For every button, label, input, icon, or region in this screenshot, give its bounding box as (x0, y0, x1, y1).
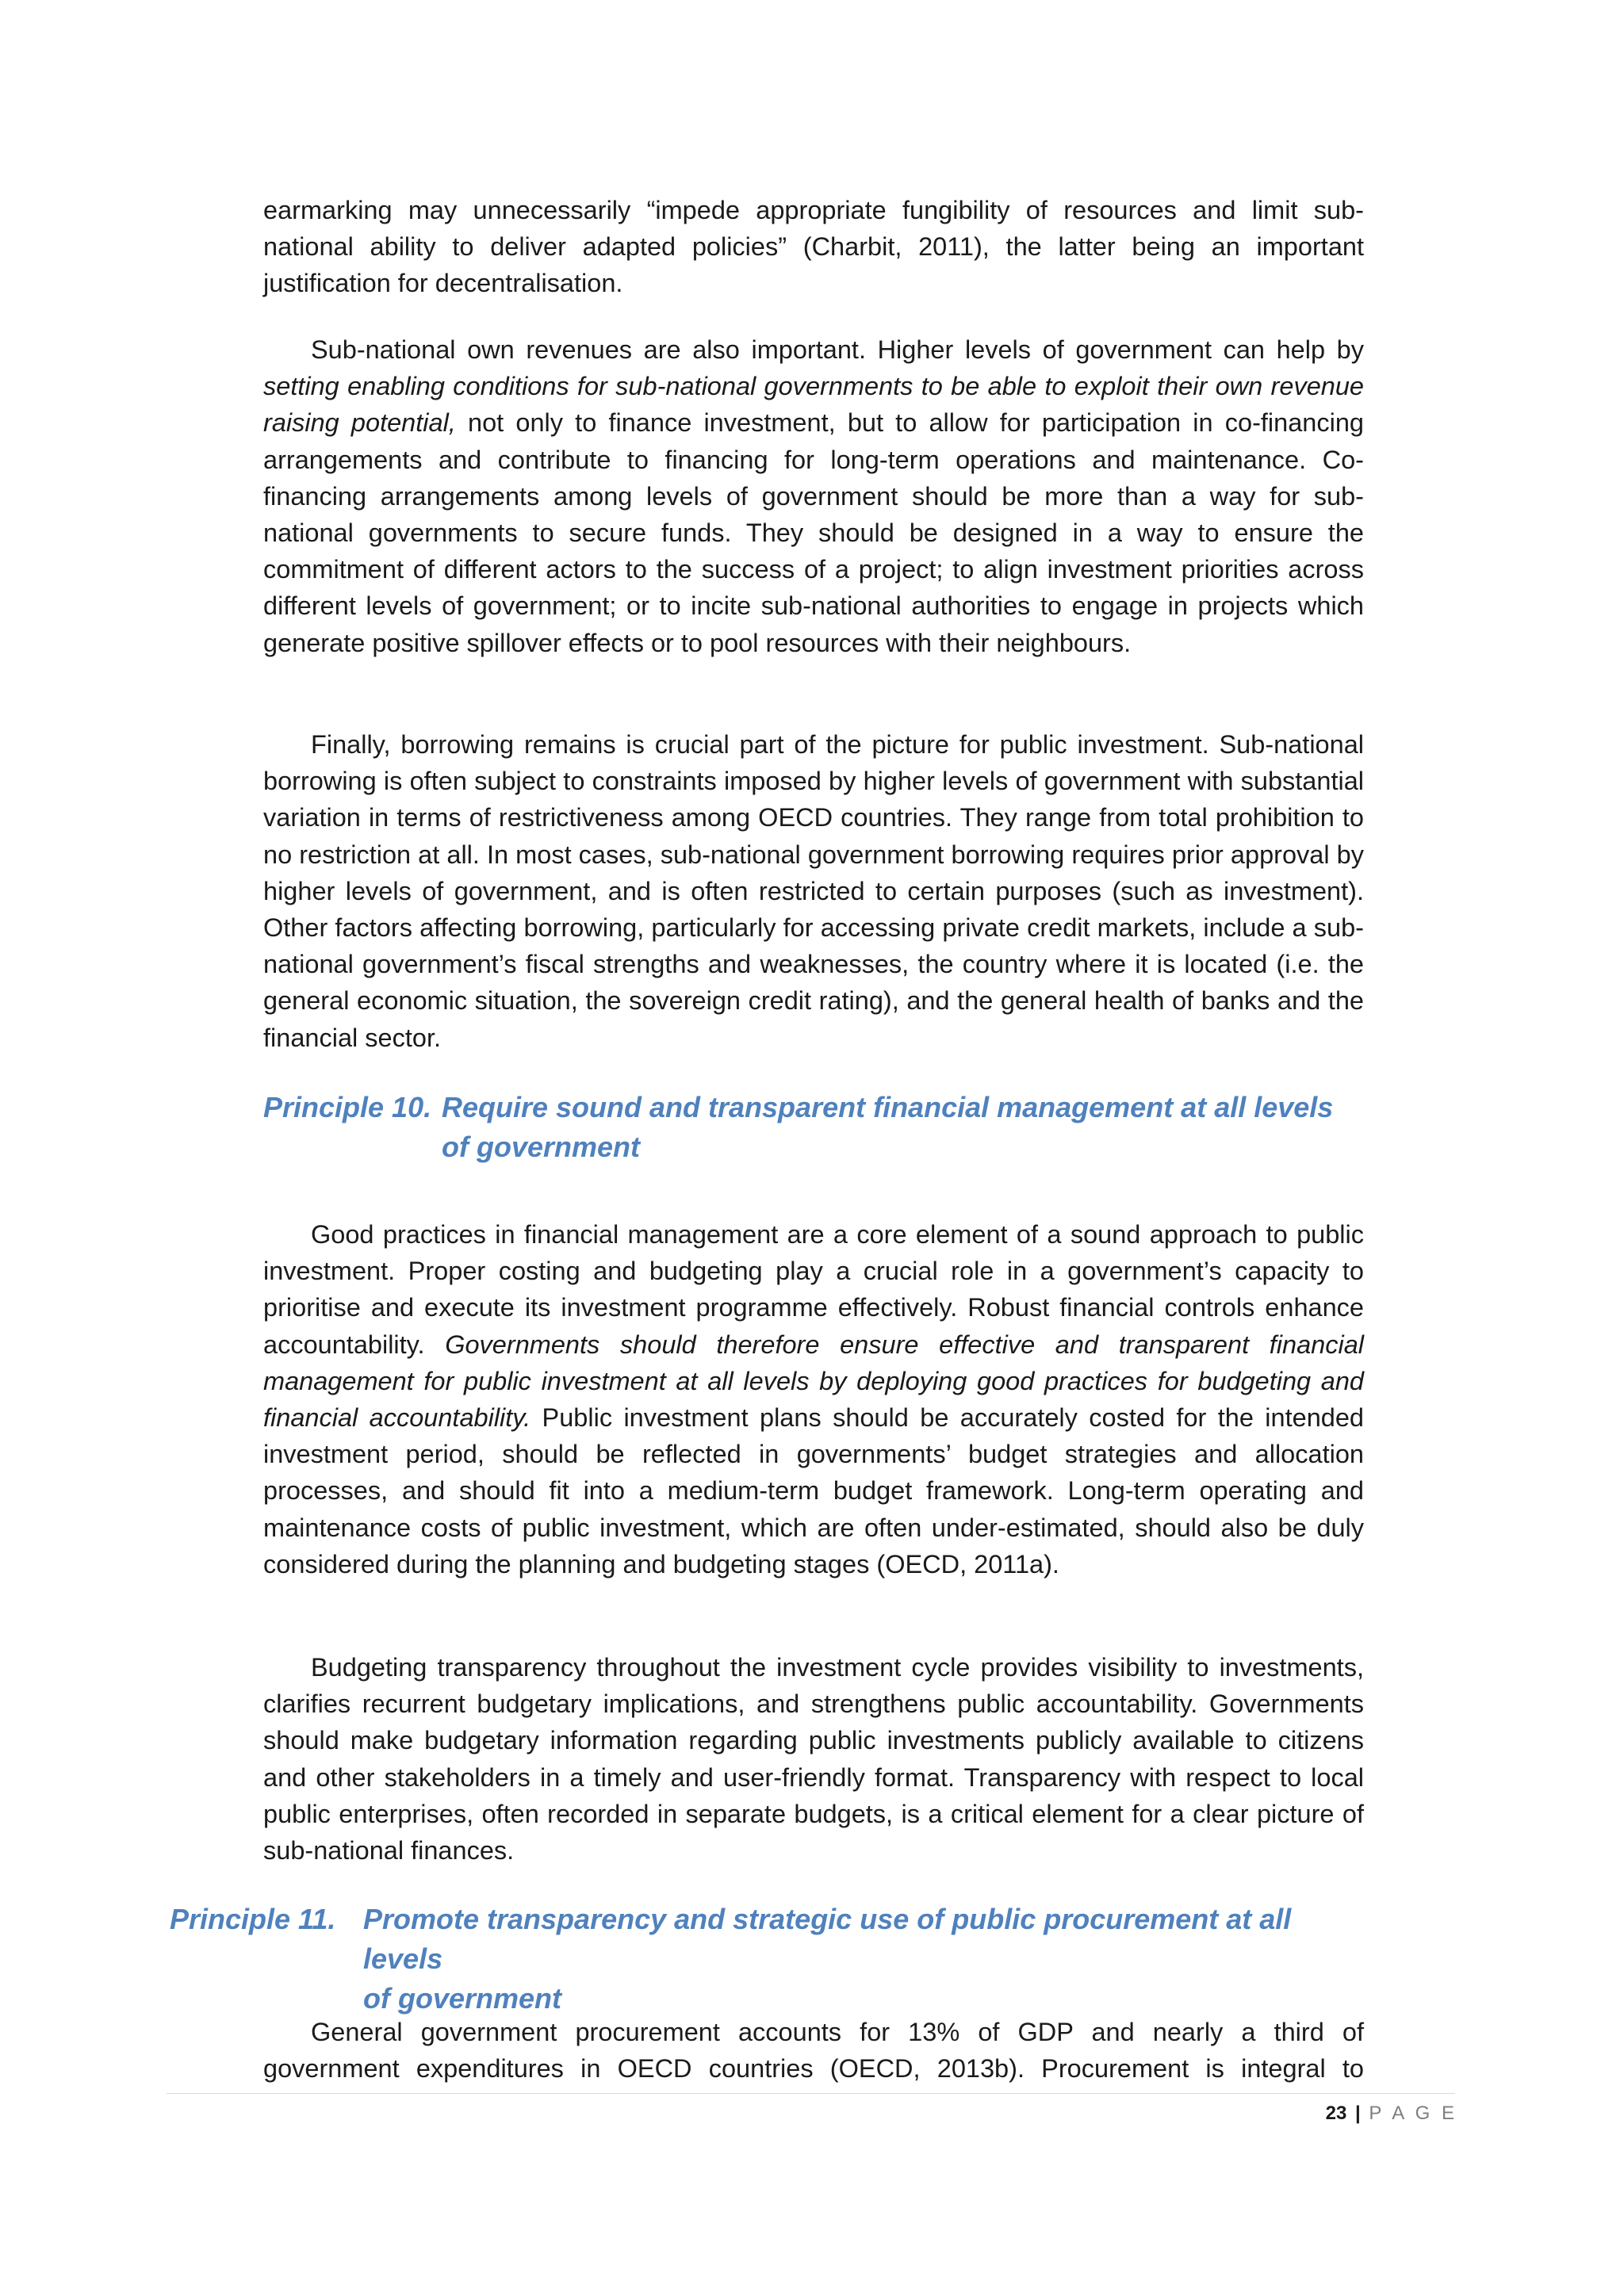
footer-separator: | (1354, 2103, 1361, 2124)
paragraph-own-revenues-rest: not only to finance investment, but to allow for participation in co-financing arrangements and contribute to financing for long-term operations and maintenance. Co-financing arrangements among levels of government should be more than a way for sub-national governments to secure funds. They should be designed in a way to ensure the commitment of different actors to the success of a project; to align investment priorities across different levels of government; or to incite sub-national authorities to engage in projects which generate positive spillover effects or to pool resources with their neighbours. (263, 408, 1364, 657)
principle-10-title-line1: Require sound and transparent financial management at all levels (442, 1091, 1334, 1123)
page-footer (1326, 2103, 1457, 2125)
principle-11-title-line1: Promote transparency and strategic use of public procurement at all levels (363, 1903, 1292, 1975)
paragraph-own-revenues (263, 331, 1364, 661)
footer-divider (167, 2093, 1455, 2094)
principle-10-heading (263, 1088, 1373, 1167)
principle-10-number: Principle 10. (263, 1091, 432, 1123)
principle-10-title (442, 1088, 1333, 1167)
page-label: P A G E (1369, 2103, 1457, 2124)
paragraph-earmarking: earmarking may unnecessarily “impede appropriate fungibility of resources and limit sub-national ability to deliver adapted policies” (Charbit, 2011), the latter being an important justification for decentralisation. (263, 196, 1364, 298)
paragraph-budgeting-transparency: Budgeting transparency throughout the investment cycle provides visibility to investments, clarifies recurrent budgetary implications, and strengthens public accountability. Governments should make budgetary information regarding public investments publicly available to citizens and other stakeholders in a timely and user-friendly format. Transparency with respect to local public enterprises, often recorded in separate budgets, is a critical element for a clear picture of sub-national finances. (263, 1653, 1364, 1866)
paragraph-financial-management-emphasis: Governments should therefore ensure effective and transparent financial management for public investment at all levels by deploying good practices for budgeting and financial accountability. (263, 1330, 1364, 1433)
paragraph-borrowing: Finally, borrowing remains is crucial part of the picture for public investment. Sub-national borrowing is often subject to constraints imposed by higher levels of government with substantial variation in terms of restrictiveness among OECD countries. They range from total prohibition to no restriction at all. In most cases, sub-national government borrowing requires prior approval by higher levels of government, and is often restricted to certain purposes (such as investment). Other factors affecting borrowing, particularly for accessing private credit markets, include a sub-national government’s fiscal strengths and weaknesses, the country where it is located (i.e. the general economic situation, the sovereign credit rating), and the general health of banks and the financial sector. (263, 730, 1364, 1052)
principle-11-title-line2: of government (363, 1982, 562, 2015)
paragraph-own-revenues-intro: Sub-national own revenues are also important. Higher levels of government can help by (311, 335, 1364, 364)
principle-11-heading (170, 1900, 1375, 2015)
principle-11-title (363, 1900, 1375, 2019)
paragraph-financial-management (263, 1216, 1364, 1582)
page-number: 23 (1325, 2103, 1347, 2124)
principle-11-number: Principle 11. (170, 1903, 336, 1935)
paragraph-own-revenues-emphasis: setting enabling conditions for sub-national governments to be able to exploit their own revenue raising potential, (263, 372, 1364, 438)
paragraph-financial-management-intro: Good practices in financial management are a core element of a sound approach to public investment. Proper costing and budgeting play a crucial role in a government’s capacity to prioritise and execute its investment programme effectively. Robust financial controls enhance accountability. (263, 1220, 1364, 1359)
paragraph-financial-management-rest: Public investment plans should be accurately costed for the intended investment period, should be reflected in governments’ budget strategies and allocation processes, and should fit into a medium-term budget framework. Long-term operating and maintenance costs of public investment, which are often under-estimated, should also be duly considered during the planning and budgeting stages (OECD, 2011a). (263, 1403, 1365, 1578)
paragraph-procurement: General government procurement accounts for 13% of GDP and nearly a third of government expenditures in OECD countries (OECD, 2013b). Procurement is integral to (263, 2018, 1364, 2084)
principle-10-title-line2: of government (442, 1131, 641, 1163)
